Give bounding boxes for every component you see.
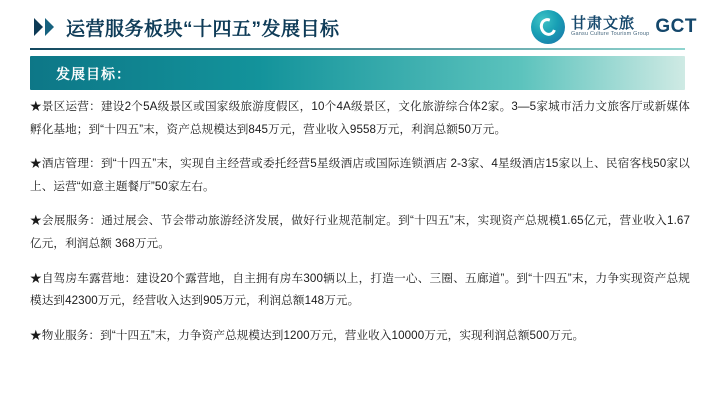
gansu-culture-tourism-logo-icon [531,10,565,44]
content-paragraph: ★物业服务：到“十四五”末，力争资产总规模达到1200万元，营业收入10000万元，实现利润总额500万元。 [30,328,585,342]
content-paragraph: ★自驾房车露营地：建设20个露营地，自主拥有房车300辆以上，打造一心、三圈、五廊道”。到“十四五”末，力争实现资产总规模达到42300万元，经营收入达到905万元，利润总额148万元。 [30,271,690,308]
brand-logo [531,10,697,44]
header-divider [30,48,685,50]
page-title: 运营服务板块“十四五”发展目标 [66,19,340,40]
content-paragraph: ★景区运营：建设2个5A级景区或国家级旅游度假区，10个4A级景区，文化旅游综合体2家。3—5家城市活力文旅客厅或新媒体孵化基地；到“十四五”末，资产总规模达到845万元，营业收入9558万元，利润总额50万元。 [30,100,690,136]
section-banner-label: 发展目标： [56,66,131,82]
chevron-right-icon [45,18,54,36]
chevron-right-icon [34,18,43,36]
slide-header [0,0,715,54]
logo-abbreviation: GCT [655,16,697,37]
content-body [30,96,690,396]
section-banner [30,56,685,90]
double-chevron-right-icon [34,18,54,36]
logo-company-name-cn: 甘肃文旅 [571,15,636,33]
content-paragraph: ★会展服务：通过展会、节会带动旅游经济发展，做好行业规范制定。到“十四五”末，实现资产总规模1.65亿元，营业收入1.67亿元，利润总额 368万元。 [30,214,690,250]
logo-company-name-en: Gansu Culture Tourism Group [571,30,650,37]
logo-text-block [571,16,649,38]
content-paragraph: ★酒店管理：到“十四五”末，实现自主经营或委托经营5星级酒店或国际连锁酒店 2-3家、4星级酒店15家以上、民宿客栈50家以上、运营“如意主题餐厅”50家左右。 [30,157,690,193]
